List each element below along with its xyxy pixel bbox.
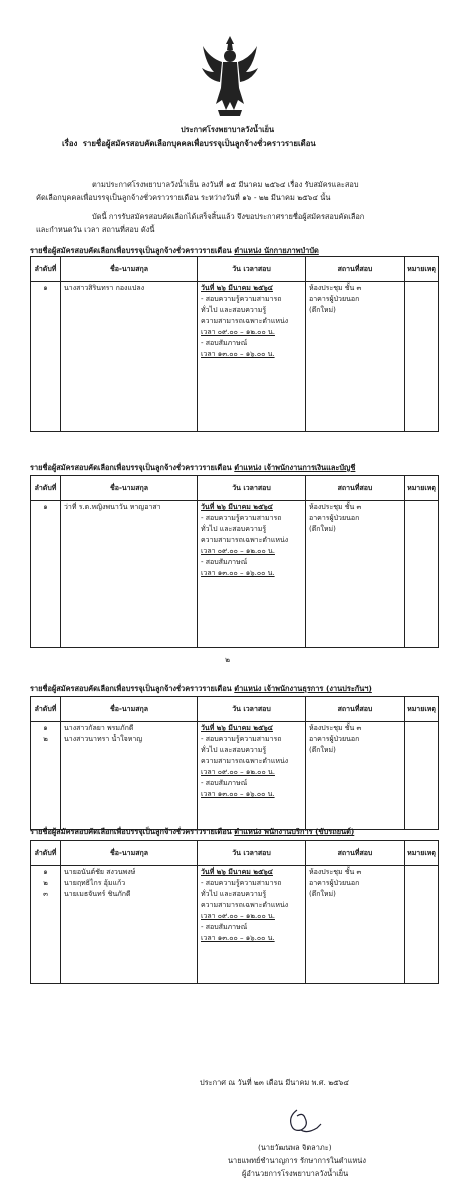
paragraph-1-line-1: ตามประกาศโรงพยาบาลวังน้ำเย็น ลงวันที่ ๑๕ มีนาคม ๒๕๖๔ เรื่อง รับสมัครและสอบ [92,180,359,189]
header-datetime: วัน เวลาสอบ [198,476,306,501]
table-row [31,722,439,830]
exam-place: ห้องประชุม ชั้น ๓ อาคารผู้ป่วยนอก (ตึกใหม่) [306,501,405,648]
note-cell [405,501,439,648]
table-header-row [31,841,439,866]
paragraph-2-line-1: บัดนี้ การรับสมัครสอบคัดเลือกได้เสร็จสิ้นแล้ว จึงขอประกาศรายชื่อผู้สมัครสอบคัดเลือก [92,212,365,221]
header-note: หมายเหตุ [405,476,439,501]
header-datetime: วัน เวลาสอบ [198,697,306,722]
header-note: หมายเหตุ [405,257,439,282]
exam-schedule: วันที่ ๒๖ มีนาคม ๒๕๖๔ - สอบความรู้ความสามารถ ทั่วไป และสอบความรู้ ความสามารถเฉพาะตำแหน่ง เวลา ๐๙.๐๐ – ๑๒.๐๐ น. - สอบสัมภาษณ์ เวลา ๑๓.๐๐ – ๑๖.๐๐ น. [198,501,306,648]
table-header-row [31,257,439,282]
paragraph-1-line-2: คัดเลือกบุคคลเพื่อบรรจุเป็นลูกจ้างชั่วคราวรายเดือน ระหว่างวันที่ ๑๖ - ๒๒ มีนาคม ๒๕๖๔ นั้น [36,193,331,202]
candidate-name: ว่าที่ ร.ต.หญิงพนาวัน หาญอาสา [61,501,198,648]
table-row [31,282,439,432]
signer-position-2: ผู้อำนวยการโรงพยาบาลวังน้ำเย็น [242,1169,349,1178]
note-cell [405,722,439,830]
exam-place: ห้องประชุม ชั้น ๓ อาคารผู้ป่วยนอก (ตึกใหม่) [306,282,405,432]
position-name: ตำแหน่ง นักกายภาพบำบัด [234,246,319,255]
table-header-row [31,476,439,501]
candidate-table [30,475,439,648]
note-cell [405,282,439,432]
exam-schedule: วันที่ ๒๖ มีนาคม ๒๕๖๔ - สอบความรู้ความสามารถ ทั่วไป และสอบความรู้ ความสามารถเฉพาะตำแหน่ง เวลา ๐๙.๐๐ – ๑๒.๐๐ น. - สอบสัมภาษณ์ เวลา ๑๓.๐๐ – ๑๖.๐๐ น. [198,282,306,432]
exam-schedule: วันที่ ๒๖ มีนาคม ๒๕๖๔ - สอบความรู้ความสามารถ ทั่วไป และสอบความรู้ ความสามารถเฉพาะตำแหน่ง เวลา ๐๙.๐๐ – ๑๒.๐๐ น. - สอบสัมภาษณ์ เวลา ๑๓.๐๐ – ๑๖.๐๐ น. [198,866,306,984]
header-note: หมายเหตุ [405,697,439,722]
position-name: ตำแหน่ง เจ้าพนักงานธุรการ (งานประกันฯ) [234,684,372,693]
signature-icon [283,1106,323,1136]
announce-date: ประกาศ ณ วันที่ ๒๓ เดือน มีนาคม พ.ศ. ๒๕๖๔ [200,1078,349,1087]
candidate-table [30,840,439,984]
exam-place: ห้องประชุม ชั้น ๓ อาคารผู้ป่วยนอก (ตึกใหม่) [306,866,405,984]
candidate-name: นางสาวสิรินทรา กองแปลง [61,282,198,432]
candidate-no: ๑ ๒ [31,722,61,830]
candidate-name: นายอนันต์ชัย สงวนพงษ์ นายฤทธิไกร อุ้มแก้ว นายเมธจันทร์ ชินภักดี [61,866,198,984]
page-number: ๒ [225,655,230,664]
candidate-no: ๑ ๒ ๓ [31,866,61,984]
candidate-name: นางสาวกัลยา พรมภักดี นางสาวนาทรา น้ำใจหาญ [61,722,198,830]
garuda-emblem-icon [200,34,260,120]
section-title: รายชื่อผู้สมัครสอบคัดเลือกเพื่อบรรจุเป็นลูกจ้างชั่วคราวรายเดือน ตำแหน่ง นักกายภาพบำบัด [30,246,319,255]
note-cell [405,866,439,984]
header-no: ลำดับที่ [31,697,61,722]
header-datetime: วัน เวลาสอบ [198,257,306,282]
table-row [31,866,439,984]
org-title: ประกาศโรงพยาบาลวังน้ำเย็น [180,125,275,134]
table-row [31,501,439,648]
section-title: รายชื่อผู้สมัครสอบคัดเลือกเพื่อบรรจุเป็นลูกจ้างชั่วคราวรายเดือน ตำแหน่ง เจ้าพนักงานธุรการ (งานประกันฯ) [30,684,372,693]
section-title: รายชื่อผู้สมัครสอบคัดเลือกเพื่อบรรจุเป็นลูกจ้างชั่วคราวรายเดือน ตำแหน่ง พนักงานบริการ (ขับรถยนต์) [30,827,355,836]
header-no: ลำดับที่ [31,257,61,282]
subject-label: เรื่อง [62,139,78,148]
header-name: ชื่อ-นามสกุล [61,697,198,722]
exam-place: ห้องประชุม ชั้น ๓ อาคารผู้ป่วยนอก (ตึกใหม่) [306,722,405,830]
section-title: รายชื่อผู้สมัครสอบคัดเลือกเพื่อบรรจุเป็นลูกจ้างชั่วคราวรายเดือน ตำแหน่ง เจ้าพนักงานการเงินและบัญชี [30,463,356,472]
header-datetime: วัน เวลาสอบ [198,841,306,866]
paragraph-2-line-2: และกำหนดวัน เวลา สถานที่สอบ ดังนี้ [36,225,155,234]
header-name: ชื่อ-นามสกุล [61,257,198,282]
header-name: ชื่อ-นามสกุล [61,476,198,501]
header-note: หมายเหตุ [405,841,439,866]
candidate-table [30,696,439,830]
header-place: สถานที่สอบ [306,697,405,722]
position-name: ตำแหน่ง เจ้าพนักงานการเงินและบัญชี [234,463,356,472]
signer-name: (นายวัฒนพล จิตลาภะ) [258,1143,332,1152]
candidate-no: ๑ [31,282,61,432]
candidate-table [30,256,439,432]
candidate-no: ๑ [31,501,61,648]
header-place: สถานที่สอบ [306,257,405,282]
table-header-row [31,697,439,722]
header-no: ลำดับที่ [31,841,61,866]
header-place: สถานที่สอบ [306,841,405,866]
signer-position-1: นายแพทย์ชำนาญการ รักษาการในตำแหน่ง [228,1156,366,1165]
position-name: ตำแหน่ง พนักงานบริการ (ขับรถยนต์) [234,827,355,836]
exam-schedule: วันที่ ๒๖ มีนาคม ๒๕๖๔ - สอบความรู้ความสามารถ ทั่วไป และสอบความรู้ ความสามารถเฉพาะตำแหน่ง เวลา ๐๙.๐๐ – ๑๒.๐๐ น. - สอบสัมภาษณ์ เวลา ๑๓.๐๐ – ๑๖.๐๐ น. [198,722,306,830]
header-name: ชื่อ-นามสกุล [61,841,198,866]
header-place: สถานที่สอบ [306,476,405,501]
header-no: ลำดับที่ [31,476,61,501]
subject-text: รายชื่อผู้สมัครสอบคัดเลือกบุคคลเพื่อบรรจุเป็นลูกจ้างชั่วคราวรายเดือน [82,139,316,148]
subject-line [62,139,316,149]
